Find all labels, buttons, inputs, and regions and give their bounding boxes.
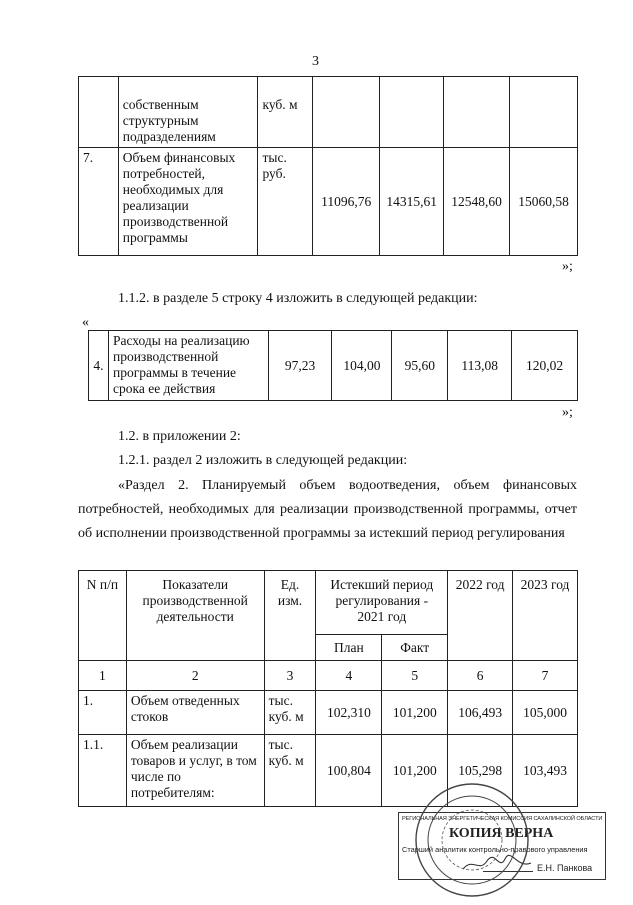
- cell-fact: 101,200: [382, 735, 448, 807]
- cell-value: 104,00: [332, 331, 392, 401]
- header-num: N п/п: [79, 571, 127, 661]
- cell-unit: тыс. куб. м: [264, 691, 316, 735]
- table-expenses: [88, 330, 578, 401]
- cell-value: [444, 77, 510, 148]
- table-row: [79, 77, 578, 148]
- cell-num: 1.: [79, 691, 127, 735]
- cell-value: 95,60: [392, 331, 448, 401]
- cell-num: [79, 77, 119, 148]
- table-row: [79, 148, 578, 256]
- org-name: РЕГИОНАЛЬНАЯ ЭНЕРГЕТИЧЕСКАЯ КОМИССИЯ САХАЛИНСКОЙ ОБЛАСТИ: [402, 816, 603, 822]
- cell-2023: 105,000: [513, 691, 578, 735]
- cell-2023: 103,493: [513, 735, 578, 807]
- cell-name: Объем отведенных стоков: [126, 691, 264, 735]
- header-plan: План: [316, 635, 382, 661]
- index-cell: 7: [513, 661, 578, 691]
- cell-value: [313, 77, 380, 148]
- cell-unit: тыс. руб.: [258, 148, 313, 256]
- header-name: Показатели производственной деятельности: [126, 571, 264, 661]
- header-2022: 2022 год: [448, 571, 513, 661]
- index-cell: 5: [382, 661, 448, 691]
- cell-fact: 101,200: [382, 691, 448, 735]
- cell-num: 1.1.: [79, 735, 127, 807]
- header-unit: Ед. изм.: [264, 571, 316, 661]
- table-continuation: [78, 76, 578, 256]
- closing-quote: »;: [562, 405, 573, 420]
- header-fact: Факт: [382, 635, 448, 661]
- header-2023: 2023 год: [513, 571, 578, 661]
- section-title: «Раздел 2. Планируемый объем водоотведения, объем финансовых потребностей, необходимых для реализации производственной программы, отчет об исполнении производственной программы за истекший период регулирования: [78, 478, 577, 541]
- opening-quote: «: [82, 315, 89, 330]
- paragraph: 1.1.2. в разделе 5 строку 4 изложить в следующей редакции:: [118, 291, 478, 306]
- cell-plan: 100,804: [316, 735, 382, 807]
- cell-unit: куб. м: [258, 77, 313, 148]
- table-row: [89, 331, 578, 401]
- header-row: [79, 571, 578, 635]
- index-cell: 3: [264, 661, 316, 691]
- index-row: [79, 661, 578, 691]
- paragraph: 1.2.1. раздел 2 изложить в следующей редакции:: [118, 453, 408, 468]
- paragraph: 1.2. в приложении 2:: [118, 429, 241, 444]
- table-row: [79, 691, 578, 735]
- cell-name: собственным структурным подразделениям: [118, 77, 258, 148]
- index-cell: 2: [126, 661, 264, 691]
- signer-name: Е.Н. Панкова: [537, 863, 593, 873]
- index-cell: 6: [448, 661, 513, 691]
- table-production: [78, 570, 578, 807]
- signer-position: Старший аналитик контрольно-правового управления: [402, 845, 588, 854]
- cell-value: [380, 77, 444, 148]
- cell-value: 14315,61: [380, 148, 444, 256]
- round-seal: [412, 780, 532, 900]
- cell-unit: тыс. куб. м: [264, 735, 316, 807]
- page-number: 3: [312, 54, 319, 69]
- cell-num: 4.: [89, 331, 109, 401]
- cell-2022: 106,493: [448, 691, 513, 735]
- cell-plan: 102,310: [316, 691, 382, 735]
- header-period: Истекший период регулирования - 2021 год: [316, 571, 448, 635]
- cell-num: 7.: [79, 148, 119, 256]
- cell-name: Расходы на реализацию производственной программы в течение срока ее действия: [108, 331, 268, 401]
- cell-name: Объем реализации товаров и услуг, в том числе по потребителям:: [126, 735, 264, 807]
- cell-value: [510, 77, 578, 148]
- index-cell: 4: [316, 661, 382, 691]
- cell-value: 113,08: [448, 331, 512, 401]
- cell-value: 11096,76: [313, 148, 380, 256]
- copy-true-stamp: КОПИЯ ВЕРНА: [449, 826, 554, 841]
- cell-value: 97,23: [268, 331, 332, 401]
- cell-value: 12548,60: [444, 148, 510, 256]
- cell-name: Объем финансовых потребностей, необходимых для реализации производственной программы: [118, 148, 258, 256]
- cell-2022: 105,298: [448, 735, 513, 807]
- index-cell: 1: [79, 661, 127, 691]
- closing-quote: »;: [562, 259, 573, 274]
- cell-value: 15060,58: [510, 148, 578, 256]
- cell-value: 120,02: [512, 331, 578, 401]
